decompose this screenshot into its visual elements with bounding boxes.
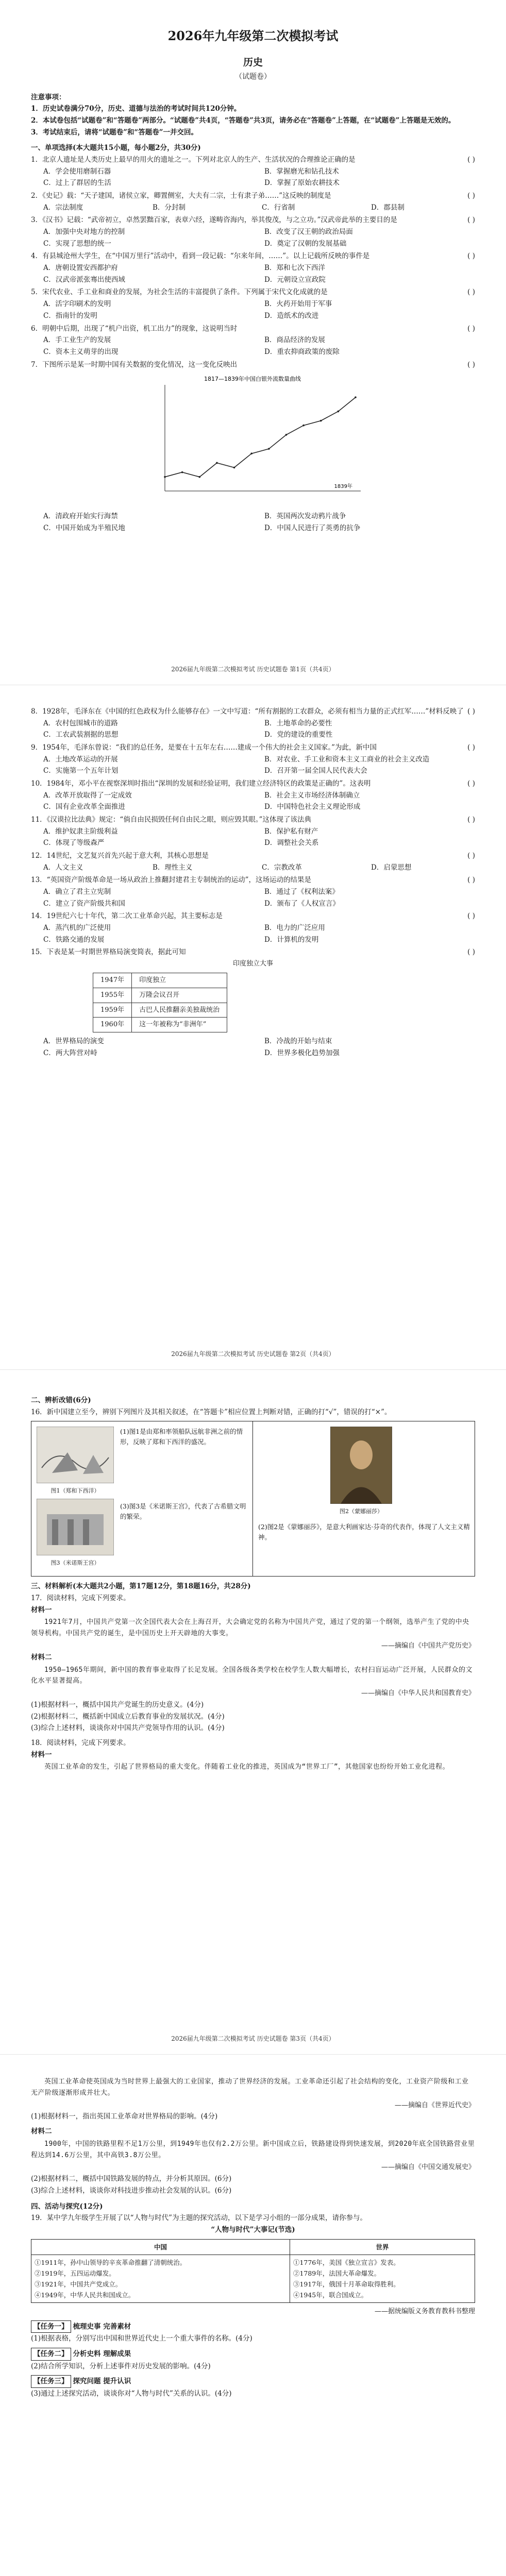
question-stem (31, 214, 475, 226)
question-stem: 19．某中学九年级学生开展了以“人物与时代”为主题的探究活动，以下是学习小组的一部分成果，请你参与。 (31, 2214, 367, 2223)
answer-paren: ( ) (467, 192, 475, 200)
option: A．宗法制度 (43, 203, 83, 212)
event-item: ②1789年，法国大革命爆发。 (293, 2269, 381, 2277)
figure-caption: 图1（郑和下西洋） (50, 1487, 100, 1495)
figure-caption: 图3（米诺斯王宫） (50, 1560, 100, 1567)
question-stem (31, 742, 475, 754)
option: A．唐朝设置安西都护府 (43, 264, 118, 273)
question-text: 10．1984年，邓小平在视察深圳时指出“深圳的发展和经验证明，我们建立经济特区的政策是正确的”。这表明 (31, 779, 371, 788)
option: B．分封制 (153, 203, 185, 212)
answer-paren: ( ) (467, 816, 475, 824)
answer-paren: ( ) (467, 743, 475, 752)
options (43, 754, 475, 777)
question-stem (31, 250, 475, 262)
option: C．工农武装割据的思想 (43, 731, 119, 739)
page-footer: 2026届九年级第二次模拟考试 历史试题卷 第3页（共4页） (171, 2035, 335, 2042)
chart (134, 372, 371, 506)
data-point (198, 476, 200, 478)
task-text: (2)结合所学知识，分析上述事件对历史发展的影响。(4分) (31, 2362, 211, 2370)
options (43, 826, 475, 849)
option: C．体现了等级森严 (43, 839, 105, 848)
option: A．清政府开始实行海禁 (43, 512, 118, 520)
option: C．国有企业改革全面推进 (43, 803, 125, 811)
answer-paren: ( ) (467, 156, 475, 164)
options (43, 862, 475, 874)
options (43, 718, 475, 741)
table-source: ——据统编版义务教育教科书整理 (374, 2307, 475, 2315)
option: D．召开第一届全国人民代表大会 (264, 767, 367, 775)
task-text: (3)通过上述探究活动，谈谈你对“人物与时代”关系的认识。(4分) (31, 2389, 232, 2398)
question-stem (31, 706, 475, 718)
option: A．土地改革运动的开展 (43, 755, 118, 764)
material-text: 英国工业革命的发生，引起了世界格局的重大变化。伴随着工业化的推进，英国成为“世界工厂”，其他国家也纷纷开始工业化进程。 (44, 1763, 450, 1771)
option: C．过上了群居的生活 (43, 179, 111, 188)
paper-type: （试题卷） (235, 73, 271, 81)
page-footer: 2026届九年级第二次模拟考试 历史试题卷 第1页（共4页） (171, 665, 335, 673)
question-stem: 18．阅读材料，完成下列要求。 (31, 1739, 130, 1748)
question-text: 3．《汉书》记载：“武帝初立，卓然罢黜百家，表章六经，遂畴咨海内，举其俊茂，与之立功。”汉武帝此举的主要目的是 (31, 216, 397, 225)
page-4 (0, 2054, 506, 2576)
table-row (93, 988, 227, 1003)
table-title: “人物与时代”大事记(节选) (211, 2226, 295, 2234)
option: C．铁路交通的发展 (43, 935, 105, 944)
question-stem: 17．阅读材料，完成下列要求。 (31, 1594, 130, 1603)
event-item: ④1945年，联合国成立。 (293, 2291, 368, 2299)
question-text: 9．1954年，毛泽东曾说：“我们的总任务，是要在十五年左右……建成一个伟大的社会主义国家。”为此，新中国 (31, 743, 377, 752)
answer-paren: ( ) (467, 876, 475, 885)
question-stem (31, 323, 475, 335)
option: C．实施第一个五年计划 (43, 767, 119, 775)
option: D．郡县制 (371, 203, 404, 212)
event-item: ③1917年，俄国十月革命取得胜利。 (293, 2280, 400, 2288)
answer-paren: ( ) (467, 324, 475, 333)
option: A．活字印刷术的发明 (43, 300, 111, 309)
figure-2-image (330, 1427, 392, 1504)
data-point (285, 434, 288, 436)
options (43, 298, 475, 321)
notice-item: 3．考试结束后，请将“试题卷”和“答题卷”一并交回。 (31, 128, 198, 137)
option: A．农村包围城市的道路 (43, 719, 118, 727)
task-heading (31, 2348, 475, 2361)
task-heading (31, 2375, 475, 2388)
option: D．奠定了汉朝的发展基础 (264, 239, 347, 248)
q16-item: (3)图3是《米诺斯王宫》，代表了古希腊文明的繁荣。 (120, 1502, 246, 1521)
notice-item: 2．本试卷包括“试题卷”和“答题卷”两部分。“试题卷”共4页，“答题卷”共3页，请务必在“答题卷”上答题，在“试题卷”上答题是无效的。 (31, 116, 456, 125)
data-point (355, 397, 357, 399)
answer-paren: ( ) (467, 216, 475, 225)
answer-paren: ( ) (467, 707, 475, 716)
options (43, 202, 475, 214)
sub-question: (3)综合上述材料，谈谈你对中国共产党领导作用的认识。(4分) (31, 1724, 225, 1733)
data-point (338, 411, 340, 413)
question-stem (31, 946, 475, 958)
question-stem (31, 874, 475, 886)
material-label: 材料二 (31, 1653, 52, 1662)
options (43, 886, 475, 909)
q16-left-cell (31, 1421, 253, 1576)
option: B．通过了《权利法案》 (264, 888, 339, 896)
task-heading (31, 2320, 475, 2333)
figure-1-image (37, 1427, 114, 1483)
question-stem (31, 850, 475, 862)
sub-question: (2)根据材料二，概括中国铁路发展的特点，并分析其原因。(6分) (31, 2175, 232, 2183)
option: B．电力的广泛应用 (264, 924, 325, 933)
question-text: 7．下图所示是某一时期中国有关数据的变化情况，这一变化反映出 (31, 360, 238, 369)
options (43, 511, 475, 534)
series-line (165, 397, 356, 477)
question-stem (31, 910, 475, 922)
answer-paren: ( ) (467, 360, 475, 369)
option: D．世界多极化趋势加强 (264, 1048, 340, 1057)
material-text: 1921年7月，中国共产党第一次全国代表大会在上海召开，大会确定党的名称为中国共产党，通过了党的第一个纲领，选举产生了党的中央领导机构。中国共产党的诞生，是中国历史上开天辟地的大事变。 (31, 1618, 469, 1638)
task-name: 探究问题 提升认识 (73, 2377, 131, 2386)
sub-question: (1)根据材料一，指出英国工业革命对世界格局的影响。(4分) (31, 2112, 218, 2121)
option: D．中国人民进行了英勇的抗争 (264, 523, 361, 532)
data-point (216, 462, 218, 464)
option: C．行省制 (262, 203, 295, 212)
option: C．两大阵营对峙 (43, 1048, 97, 1057)
question-stem: 16．新中国建立至今，辨别下列图片及其相关叙述，在“答题卡”相应位置上判断对错，正确的打“√”，错误的打“×”。 (31, 1408, 392, 1416)
table-cell-china (31, 2255, 290, 2302)
material-source: ——摘编自《中国交通发展史》 (381, 2163, 475, 2172)
answer-paren: ( ) (467, 852, 475, 860)
question-text: 13．“英国资产阶级革命是一场从政治上推翻封建君主专制统治的运动”，这场运动的结果是 (31, 876, 311, 885)
table-header: 中国 (31, 2239, 290, 2255)
table-cell: 这一年被称为“非洲年” (132, 1018, 227, 1032)
option: D．调整社会关系 (264, 839, 319, 848)
option: B．理性主义 (153, 863, 193, 872)
option: A．维护奴隶主阶级利益 (43, 827, 118, 836)
options (43, 790, 475, 813)
q16-item: (1)图1是由郑和率领船队远航非洲之前的情形，反映了郑和下西洋的盛况。 (120, 1428, 243, 1446)
table-cell: 1960年 (93, 1018, 132, 1032)
option: D．掌握了原始农耕技术 (264, 179, 340, 188)
table-caption: 印度独立大事 (232, 960, 273, 968)
option: C．指南针的发明 (43, 311, 97, 320)
option: D．启蒙思想 (371, 863, 412, 872)
table-cell: 1947年 (93, 973, 132, 988)
data-point (250, 453, 252, 455)
option: B．冷战的开始与结束 (264, 1037, 332, 1046)
exam-title: 2026年九年级第二次模拟考试 (167, 28, 339, 43)
page-footer: 2026届九年级第二次模拟考试 历史试题卷 第2页（共4页） (171, 1350, 335, 1358)
figure-3-image (37, 1499, 114, 1555)
question-stem (31, 359, 475, 371)
answer-paren: ( ) (467, 912, 475, 921)
sub-question: (1)根据材料一，概括中国共产党诞生的历史意义。(4分) (31, 1701, 204, 1709)
option: B．英国两次发动鸦片战争 (264, 512, 346, 520)
options (43, 922, 475, 945)
option: A．人文主义 (43, 863, 83, 872)
option: D．党的建设的重要性 (264, 731, 333, 739)
notice-item: 1．历史试卷满分70分，历史、道德与法治的考试时间共120分钟。 (31, 105, 241, 113)
event-item: ②1919年，五四运动爆发。 (35, 2269, 115, 2277)
data-point (181, 471, 183, 473)
option: B．保护私有财产 (264, 827, 318, 836)
question-text: 1．北京人遗址是人类历史上最早的用火的遗址之一。下列对北京人的生产、生活状况的合理推论正确的是 (31, 156, 356, 164)
material-label: 材料一 (31, 1605, 52, 1614)
option: C．资本主义萌芽的出现 (43, 347, 119, 356)
option: A．确立了君主立宪制 (43, 888, 111, 896)
question-text: 4．有县城沧州大学生，在“中国万里行”活动中，看到一段记载：“尔来年间，……”。以上记载所反映的事件是 (31, 252, 370, 261)
question-text: 15．下表是某一时期世界格局演变简表，据此可知 (31, 948, 186, 957)
table-cell: 1955年 (93, 988, 132, 1003)
option: D．元朝设立宣政院 (264, 275, 326, 284)
table-row (93, 1003, 227, 1018)
data-point (268, 448, 270, 450)
data-point (164, 476, 166, 478)
events-table (31, 2239, 475, 2303)
option: B．掌握磨光和钻孔技术 (264, 167, 339, 176)
option: A．改革开放取得了一定成效 (43, 791, 132, 800)
table-row (93, 1018, 227, 1032)
question-text: 8．1928年，毛泽东在《中国的红色政权为什么能够存在》一文中写道：“所有割据的工农群众，必须有相当力量的正式红军……”材料反映了 (31, 707, 464, 716)
table-cell: 1959年 (93, 1003, 132, 1018)
section-heading: 一、单项选择(本大题共15小题，每小题2分，共30分) (31, 144, 201, 152)
option: C．汉武帝派张骞出使西域 (43, 275, 125, 284)
option: B．郑和七次下西洋 (264, 264, 325, 273)
option: C．中国开始成为半殖民地 (43, 523, 125, 532)
task-tag: 【任务一】 (31, 2320, 71, 2333)
question-stem (31, 286, 475, 298)
option: B．商品经济的发展 (264, 336, 325, 345)
option: D．颁布了《人权宣言》 (264, 899, 340, 908)
options (43, 262, 475, 285)
section-heading: 四、活动与探究(12分) (31, 2202, 103, 2211)
data-point (302, 425, 305, 427)
question-stem (31, 814, 475, 826)
task-name: 梳理史事 完善素材 (73, 2322, 131, 2331)
material-source: ——摘编自《中国共产党历史》 (381, 1642, 475, 1650)
question-stem (31, 154, 475, 166)
material-source: ——摘编自《世界近代史》 (394, 2101, 475, 2109)
option: A．蒸汽机的广泛使用 (43, 924, 111, 933)
page-1 (0, 0, 506, 685)
option: C．宗教改革 (262, 863, 302, 872)
option: B．对农业、手工业和资本主义工商业的社会主义改造 (264, 755, 430, 764)
table-header: 世界 (290, 2239, 475, 2255)
table-cell-world (290, 2255, 475, 2302)
option: B．土地革命的必要性 (264, 719, 332, 727)
option: D．造纸术的改进 (264, 311, 319, 320)
option: A．世界格局的演变 (43, 1037, 104, 1046)
options (43, 1036, 475, 1059)
subject-title: 历史 (243, 57, 263, 69)
option: A．加强中央对地方的控制 (43, 228, 125, 236)
question-stem (31, 190, 475, 202)
task-name: 分析史料 理解成果 (73, 2349, 131, 2358)
event-item: ④1949年，中华人民共和国成立。 (35, 2291, 135, 2299)
sub-question: (2)根据材料二，概括新中国成立后教育事业的发展状况。(4分) (31, 1712, 225, 1721)
options (43, 166, 475, 189)
figure-caption: 图2（蒙娜丽莎） (340, 1508, 383, 1515)
material-text: 英国工业革命使英国成为当时世界上最强大的工业国家，推动了世界经济的发展。工业革命还引起了社会结构的变化，工业资产阶级和工业无产阶级逐渐形成并壮大。 (31, 2078, 469, 2097)
q16-item: (2)图2是《蒙娜丽莎》，是意大利画家达·芬奇的代表作，体现了人文主义精神。 (258, 1523, 470, 1541)
task-tag: 【任务二】 (31, 2348, 71, 2361)
question-text: 11．《汉谟拉比法典》规定：“倘自由民损毁任何自由民之眼，则应毁其眼。”这体现了该法典 (31, 816, 311, 824)
material-text: 1950—1965年期间，新中国的教育事业取得了长足发展。全国各级各类学校在校学生人数大幅增长，农村扫盲运动广泛开展，人民群众的文化水平显著提高。 (31, 1666, 473, 1685)
options (43, 334, 475, 358)
event-item: ①1911年，孙中山领导的辛亥革命推翻了清朝统治。 (35, 2258, 187, 2266)
sub-question: (3)综合上述材料，谈谈你对科技进步推动社会发展的认识。(6分) (31, 2186, 232, 2195)
option: A．手工业生产的发展 (43, 336, 111, 345)
section-heading: 二、辨析改错(6分) (31, 1396, 91, 1404)
notice-heading: 注意事项： (31, 93, 66, 101)
material-label: 材料二 (31, 2127, 52, 2136)
question-text: 12．14世纪，文艺复兴首先兴起于意大利，其核心思想是 (31, 852, 209, 860)
page-3 (0, 1369, 506, 2054)
data-point (320, 420, 322, 422)
table-row (93, 973, 227, 988)
page-2 (0, 685, 506, 1369)
section-heading: 三、材料解析(本大题共2小题，第17题12分，第18题16分，共28分) (31, 1582, 251, 1591)
option: B．改变了汉王朝的政治局面 (264, 228, 353, 236)
material-label: 材料一 (31, 1750, 52, 1759)
data-point (233, 467, 235, 469)
event-item: ③1921年，中国共产党成立。 (35, 2280, 122, 2288)
table-cell: 印度独立 (132, 973, 227, 988)
option: D．中国特色社会主义理论形成 (264, 803, 361, 811)
options (43, 226, 475, 249)
option: B．社会主义市场经济体制确立 (264, 791, 360, 800)
q16-right-cell (253, 1421, 475, 1576)
timeline-table (93, 973, 227, 1032)
answer-paren: ( ) (467, 288, 475, 297)
question-text: 2．《史记》载：“天子建国，诸侯立家，卿置侧室，大夫有二宗，士有隶子弟……”这反映的制度是 (31, 192, 331, 200)
option: D．计算机的发明 (264, 935, 319, 944)
answer-paren: ( ) (467, 252, 475, 261)
chart-title: 1817—1839年中国白银外流数量曲线 (204, 376, 301, 383)
option: C．建立了资产阶级共和国 (43, 899, 125, 908)
table-cell: 古巴人民推翻亲美独裁统治 (132, 1003, 227, 1018)
answer-paren: ( ) (467, 779, 475, 788)
option: B．火药开始用于军事 (264, 300, 332, 309)
question-text: 6．明朝中后期，出现了“机户出资，机工出力”的现象，这说明当时 (31, 324, 238, 333)
event-item: ①1776年，美国《独立宣言》发表。 (293, 2258, 400, 2266)
material-text: 1900年，中国的铁路里程不足1万公里，到1949年也仅有2.2万公里。新中国成立后，铁路建设得到快速发展，到2020年底全国铁路营业里程达到14.6万公里，其中高铁3.8万公里。 (31, 2140, 475, 2159)
q16-figure-box (31, 1421, 475, 1577)
option: A．学会使用磨制石器 (43, 167, 111, 176)
task-text: (1)根据表格，分别写出中国和世界近代史上一个重大事件的名称。(4分) (31, 2334, 252, 2343)
option: D．重农抑商政策的废除 (264, 347, 340, 356)
task-tag: 【任务三】 (31, 2375, 71, 2388)
table-cell: 万隆会议召开 (132, 988, 227, 1003)
question-text: 5．宋代农业、手工业和商业的发展，为社会生活的丰富提供了条件。下列属于宋代文化成就的是 (31, 288, 328, 297)
question-stem (31, 778, 475, 790)
option: C．实现了思想的统一 (43, 239, 111, 248)
answer-paren: ( ) (467, 948, 475, 957)
end-label: 1839年 (334, 484, 352, 490)
material-source: ——摘编自《中华人民共和国教育史》 (361, 1689, 475, 1698)
question-text: 14．19世纪六七十年代，第二次工业革命兴起，其主要标志是 (31, 912, 223, 921)
